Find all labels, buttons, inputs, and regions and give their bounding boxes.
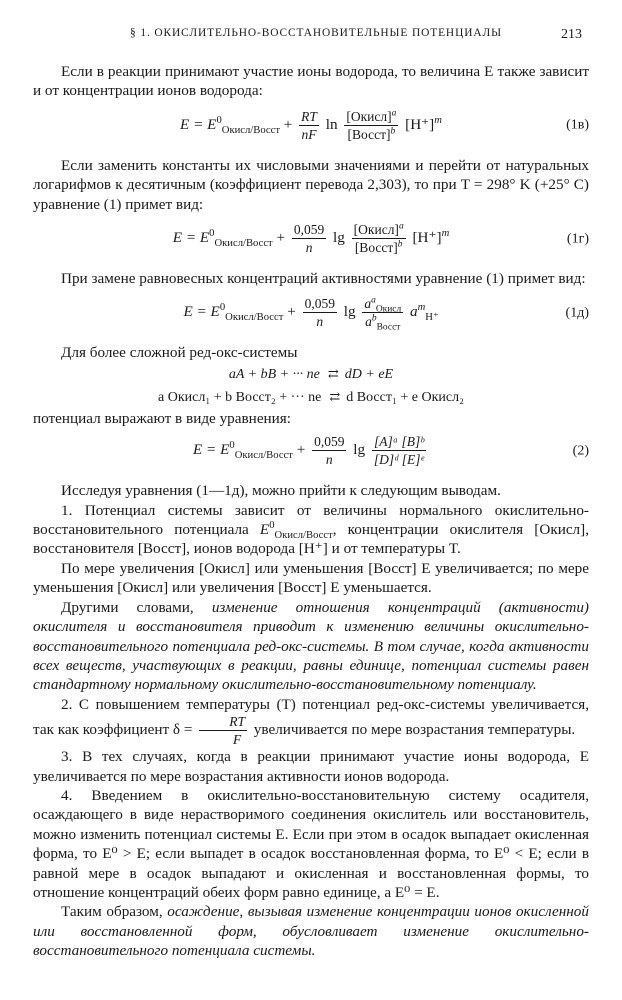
equilibrium-arrow-icon: ⇄ [327,365,337,381]
equation-number-1d: (1д) [565,305,589,321]
paragraph-6: Исследуя уравнения (1—1д), можно прийти к следующим выводам. [61,482,501,500]
eq1-coefficient-fraction: $\frac{RT}{nF}$ [301,108,317,142]
conclusion-4: 4. Введением в окислительно-восстановительную систему осадителя, осаждающего в виде нерастворимого соединения окислитель или восстановитель, можно изменить потенциал системы E. Если при этом в осадок выпадает окисленная форма, то E⁰ > E; если выпадет в осадок восстановленная форма, то E⁰ < E; если в равной мере в осадок выпадают и окисленная и восстановленная формы, то отношение концентраций обеих форм равно единице, а E⁰ = E. [33,786,589,901]
paragraph-5: потенциал выражают в виде уравнения: [33,409,292,427]
conclusion-2: 2. С повышением температуры (T) потенциал ред-окс-системы увеличивается, так как коэффициент δ = $\frac{RT}{F}$ увеличивается по мере возрастания температуры. [33,695,589,748]
conclusion-1-detail: По мере увеличения [Окисл] или уменьшения [Восст] E увеличивается; по мере уменьшения [Окисл] или увеличения [Восст] E уменьшается. [33,559,589,597]
eq3-coefficient-fraction: $\frac{0,059}{n}$ [304,296,335,330]
paragraph-2: Если заменить константы их числовыми значениями и перейти от натуральных логарифмов к десятичным (коэффициент перевода 2,303), то при T = 298° K (+25° C) уравнение (1) примет вид: [33,156,589,213]
eq1-concentration-fraction: $\frac{[Окисл]^a}{[Восст]^b}$ [346,108,397,142]
equation-number-1g: (1г) [566,230,589,246]
running-header [0,24,622,46]
delta-fraction: $\frac{RT}{F}$ [199,714,247,747]
equation-1d: $E = E^0_{Окисл/Восст}$ + $\frac{0,059}{n}$ lg $\frac{a^a_{Окисл}}{a^b_{Восст}}$ $a^m_{H^+}$ (1д) [183,295,589,334]
paragraph-3: При замене равновесных концентраций активностями уравнение (1) примет вид: [61,270,586,288]
conclusion-1-summary: Другими словами, изменение отношения концентраций (активности) окислителя и восстановителя приводит к изменению величины окислительно-восстановительного потенциала ред-окс-системы. В том случае, когда активности всех веществ, участвующих в реакции, равны единице, потенциал системы равен стандартному нормальному окислительно-восстановительному потенциалу. [33,598,589,694]
reaction-redox: a Окисл₁ + b Восст₂ + ··· ne ⇄ d Восст₁ + e Окисл₂ [33,386,589,409]
page-number: 213 [561,27,582,42]
page-body [33,62,589,961]
equilibrium-arrow-icon: ⇄ [329,388,339,404]
paragraph-1: Если в реакции принимают участие ионы водорода, то величина E также зависит и от концентрации ионов водорода: [33,63,589,100]
equation-number-1v: (1в) [566,117,589,133]
header-title: § 1. ОКИСЛИТЕЛЬНО-ВОССТАНОВИТЕЛЬНЫЕ ПОТЕНЦИАЛЫ [130,27,502,39]
equation-1g: $E = E^0_{Окисл/Восст}$ + $\frac{0,059}{n}$ lg $\frac{[Окисл]^a}{[Восст]^b}$ $[H^+]^m$ (1г) [172,221,589,256]
conclusion-3: 3. В тех случаях, когда в реакции принимают участие ионы водорода, E увеличивается по мере возрастания активности ионов водорода. [33,748,589,785]
equation-1v: $E = E^0_{Окисл/Восст}$ + $\frac{RT}{nF}$ ln $\frac{[Окисл]^a}{[Восст]^b}$ $[H^+]^m$ (1в) [180,108,589,142]
eq2-concentration-fraction: $\frac{[Окисл]^a}{[Восст]^b}$ [353,221,404,256]
eq4-concentration-fraction: $\frac{\text{[A]ᵃ [B]ᵇ}}{\text{[D]ᵈ [E]ᵉ}}$ [373,434,425,468]
eq4-coefficient-fraction: $\frac{0,059}{n}$ [314,434,345,468]
final-paragraph: Таким образом, осаждение, вызывая изменение концентрации ионов окисленной или восстановленной форм, обусловливает изменение окислительно-восстановительного потенциала системы. [33,903,589,960]
reaction-generic: aA + bB + ··· ne ⇄ dD + eE [33,363,589,386]
conclusion-1: 1. Потенциал системы зависит от величины нормального окислительно-восстановительного потенциала $E^0_{Окисл/Восст}$, концентрации окислителя [Окисл], восстановителя [Восст], ионов водорода [H⁺] и от температуры T. [33,501,589,558]
eq3-activity-fraction: $\frac{a^a_{Окисл}}{a^b_{Восст}}$ [364,295,402,334]
eq2-coefficient-fraction: $\frac{0,059}{n}$ [293,222,325,256]
paragraph-4: Для более сложной ред-окс-системы [61,344,298,362]
equation-number-2: (2) [572,443,589,459]
equation-2: $E = E^0_{Окисл/Восст}$ + $\frac{0,059}{n}$ lg $\frac{\text{[A]ᵃ [B]ᵇ}}{\text{[D]ᵈ [E]ᵉ}}$ (2) [192,434,589,468]
